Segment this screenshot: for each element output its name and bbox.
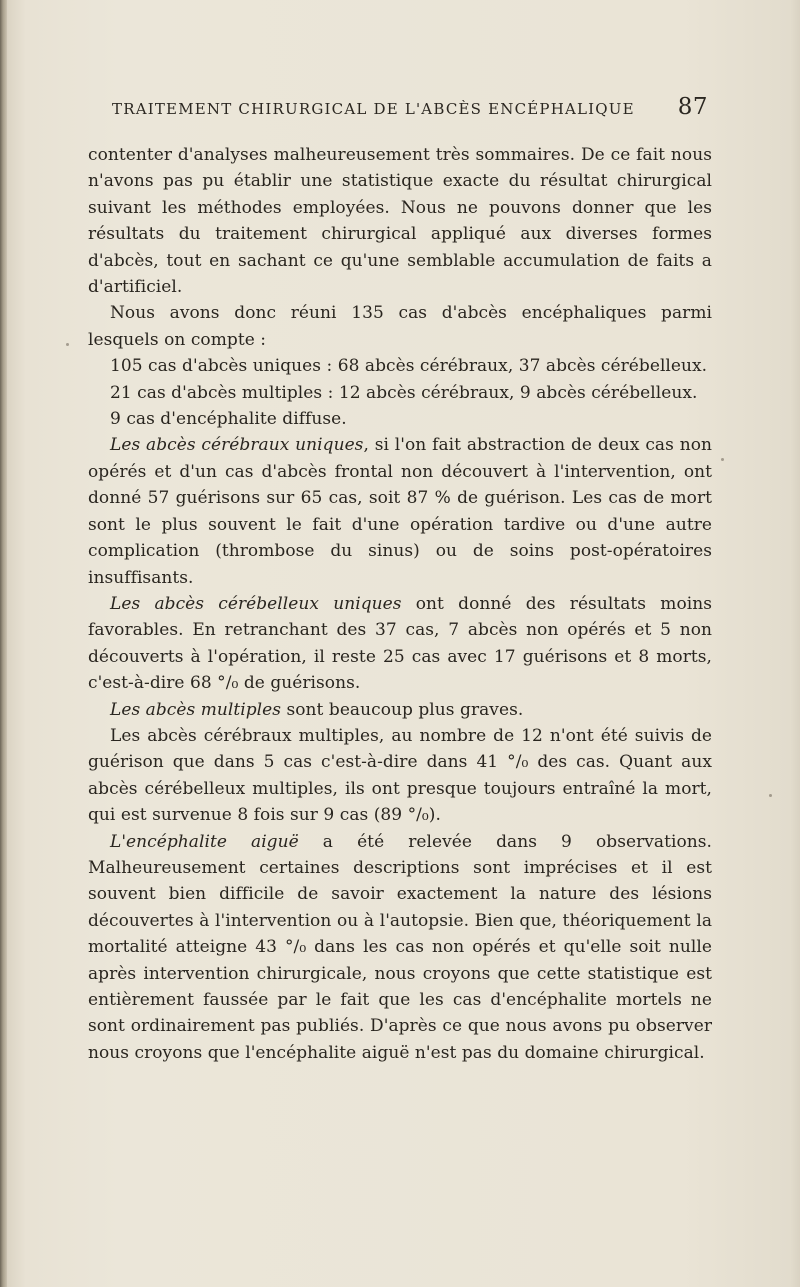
body-text (88, 142, 712, 1066)
paragraph-7-italic: Les abcès cérébelleux uniques (110, 593, 402, 614)
book-spine-shadow (0, 0, 7, 1287)
paragraph-9-text: Les abcès cérébraux multiples, au nombre de 12 n'ont été suivis de guérison que dans 5 cas c'est-à-dire dans 41 °/₀ des cas. Quant aux abcès cérébelleux multiples, ils ont presque toujours entraîné la mort, qui est survenue 8 fois sur 9 cas (89 °/₀). (88, 725, 712, 826)
paper-speck (66, 343, 69, 346)
paragraph-6 (88, 432, 712, 590)
paragraph-4-text: 21 cas d'abcès multiples : 12 abcès cérébraux, 9 abcès cérébelleux. (110, 382, 698, 403)
paper-speck (721, 458, 724, 461)
paragraph-6-text: , si l'on fait abstraction de deux cas non opérés et d'un cas d'abcès frontal non découvert à l'intervention, ont donné 57 guérisons sur 65 cas, soit 87 % de guérison. Les cas de mort sont le plus souvent le fait d'une opération tardive ou d'une autre complication (thrombose du sinus) ou de soins post-opératoires insuffisants. (88, 435, 712, 588)
paragraph-7-text: ont donné des résultats moins favorables. En retranchant des 37 cas, 7 abcès non opérés et 5 non découverts à l'opération, il reste 25 cas avec 17 guérisons et 8 morts, c'est-à-dire 68 °/₀ de guérisons. (88, 593, 712, 694)
paragraph-5-text: 9 cas d'encéphalite diffuse. (110, 409, 347, 430)
paragraph-10-text: a été relevée dans 9 observations. Malheureusement certaines descriptions sont imprécises et il est souvent bien difficile de savoir exactement la nature des lésions découvertes à l'intervention ou à l'autopsie. Bien que, théoriquement la mortalité atteigne 43 °/₀ dans les cas non opérés et qu'elle soit nulle après intervention chirurgicale, nous croyons que cette statistique est entièrement faussée par le fait que les cas d'encéphalite mortels ne sont ordinairement pas publiés. D'après ce que nous avons pu observer nous croyons que l'encéphalite aiguë n'est pas du domaine chirurgical. (88, 831, 712, 1063)
paragraph-5 (88, 406, 712, 432)
paper-speck (769, 794, 772, 797)
paragraph-8 (88, 697, 712, 723)
paragraph-1-text: contenter d'analyses malheureusement très sommaires. De ce fait nous n'avons pas pu établir une statistique exacte du résultat chirurgical suivant les méthodes employées. Nous ne pouvons donner que les résultats du traitement chirurgical appliqué aux diverses formes d'abcès, tout en sachant ce qu'une semblable accumulation de faits a d'artificiel. (88, 145, 712, 298)
paragraph-9 (88, 723, 712, 829)
paragraph-4 (88, 380, 712, 406)
paragraph-2-text: Nous avons donc réuni 135 cas d'abcès encéphaliques parmi lesquels on compte : (88, 303, 712, 350)
paragraph-8-italic: Les abcès multiples (110, 699, 282, 720)
running-title: TRAITEMENT CHIRURGICAL DE L'ABCÈS ENCÉPHALIQUE (112, 100, 635, 118)
paragraph-8-text: sont beaucoup plus graves. (281, 699, 524, 720)
paragraph-3-text: 105 cas d'abcès uniques : 68 abcès cérébraux, 37 abcès cérébelleux. (110, 356, 708, 377)
page-number: 87 (677, 94, 708, 120)
paragraph-7 (88, 591, 712, 697)
paragraph-10-italic: L'encéphalite aiguë (110, 831, 299, 852)
paragraph-3 (88, 353, 712, 379)
paragraph-6-italic: Les abcès cérébraux uniques (110, 435, 364, 456)
paragraph-2 (88, 300, 712, 353)
page-header (112, 94, 708, 126)
paragraph-10 (88, 829, 712, 1067)
paragraph-1 (88, 142, 712, 300)
